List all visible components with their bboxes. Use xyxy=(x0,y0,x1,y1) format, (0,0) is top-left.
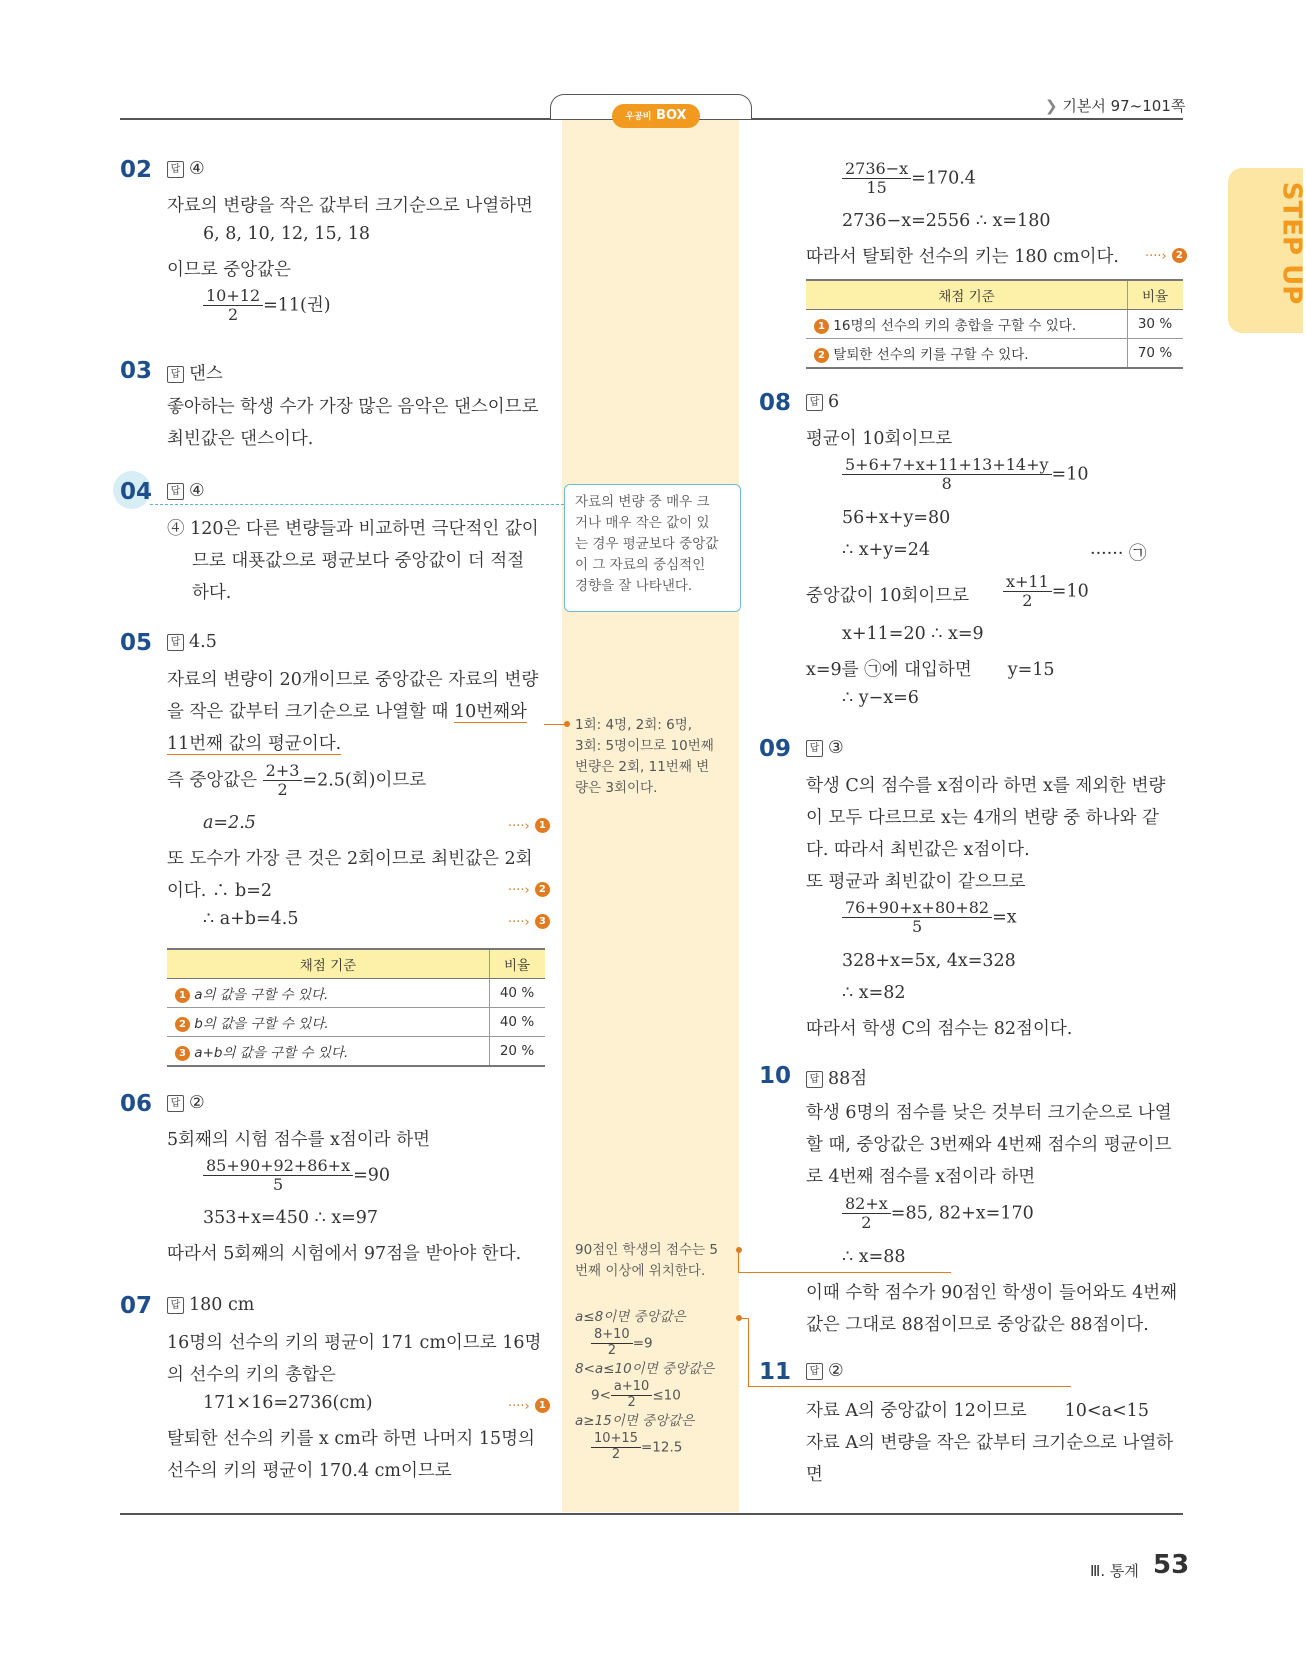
question-number-04: 04 xyxy=(120,479,153,505)
q05-line-3: 11번째 값의 평균이다. xyxy=(167,734,342,754)
q09-line-4: 또 평균과 최빈값이 같으므로 xyxy=(806,872,1026,892)
q09-line-1: 학생 C의 점수를 x점이라 하면 x를 제외한 변량 xyxy=(806,776,1166,796)
q09-line-5: 328+x=5x, 4x=328 xyxy=(842,951,1016,971)
question-number-06: 06 xyxy=(120,1091,153,1117)
step-marker-3: ····› 3 xyxy=(508,911,550,930)
q08-line-4: 중앙값이 10회이므로 xyxy=(806,586,970,606)
q10-line-2: 할 때, 중앙값은 3번째와 4번째 점수의 평균이므 xyxy=(806,1135,1172,1155)
q08-line-3-tag: ······ ㉠ xyxy=(1090,544,1147,564)
box-label: BOX xyxy=(656,108,687,123)
q10-line-3: 로 4번째 점수를 x점이라 하면 xyxy=(806,1167,1036,1187)
footer-chapter: Ⅲ. 통계 xyxy=(1090,1562,1139,1580)
side-column-band xyxy=(562,112,739,1512)
q08-line-2: 56+x+y=80 xyxy=(842,508,951,528)
answer-icon: 답 xyxy=(167,483,184,500)
table-row: 2 탈퇴한 선수의 키를 구할 수 있다. 70 % xyxy=(806,339,1183,369)
q11-line-3: 면 xyxy=(806,1465,823,1485)
q08-line-5: x+11=20 ∴ x=9 xyxy=(842,624,984,644)
chevron-right-icon: ❯ xyxy=(1045,97,1058,115)
step-marker-2: ····› 2 xyxy=(1145,245,1187,264)
q07-formula: $\frac{2736-x}{15}$ =170.4 xyxy=(842,160,976,198)
answer-icon: 답 xyxy=(167,161,184,178)
q09-line-7: 따라서 학생 C의 점수는 82점이다. xyxy=(806,1019,1073,1039)
answer-icon: 답 xyxy=(806,1363,823,1380)
q05-scoring-table xyxy=(167,948,545,1067)
q07-scoring-table xyxy=(806,279,1183,369)
q05-line-5: a=2.5 xyxy=(203,813,256,833)
q09-formula: $\frac{76+90+x+80+82}{5}$ =x xyxy=(842,899,1017,937)
q07-line-7: 따라서 탈퇴한 선수의 키는 180 cm이다. xyxy=(806,247,1119,267)
q07-line-5: 선수의 키의 평균이 170.4 cm이므로 xyxy=(167,1461,452,1481)
box-badge xyxy=(612,104,700,128)
q07-line-6: 2736−x=2556 ∴ x=180 xyxy=(842,211,1051,231)
q08-line-6: x=9를 ㉠에 대입하면 y=15 xyxy=(806,660,1055,680)
table-row: 3 a+b의 값을 구할 수 있다. 20 % xyxy=(167,1037,545,1067)
q06-line-2: 353+x=450 ∴ x=97 xyxy=(203,1208,379,1228)
answer-icon: 답 xyxy=(806,394,823,411)
answer-icon: 답 xyxy=(167,1297,184,1314)
dashed-connector xyxy=(150,504,564,505)
side-note-3: 90점인 학생의 점수는 5 번째 이상에 위치한다. xyxy=(575,1242,718,1279)
q07-line-3: 171×16=2736(cm) xyxy=(203,1393,373,1413)
table-header-ratio: 비율 xyxy=(1128,280,1184,310)
q06-line-1: 5회째의 시험 점수를 x점이라 하면 xyxy=(167,1130,431,1150)
q02-formula: $\frac{10+12}{2}$ =11(권) xyxy=(203,287,331,325)
answer-07: 답 180 cm xyxy=(167,1295,254,1315)
q11-line-1: 자료 A의 중앙값이 12이므로 10<a<15 xyxy=(806,1401,1149,1421)
q09-line-2: 이 모두 다르므로 x는 4개의 변량 중 하나와 같 xyxy=(806,808,1159,828)
q10-line-6: 값은 그대로 88점이므로 중앙값은 88점이다. xyxy=(806,1315,1149,1335)
q03-line-1: 좋아하는 학생 수가 가장 많은 음악은 댄스이므로 xyxy=(167,397,539,417)
side-note-1: 자료의 변량 중 매우 크 거나 매우 작은 값이 있 는 경우 평균보다 중앙값 이 그 자료의 중심적인 경향을 잘 나타낸다. xyxy=(575,494,719,594)
q05-line-1: 자료의 변량이 20개이므로 중앙값은 자료의 변량 xyxy=(167,670,539,690)
answer-icon: 답 xyxy=(167,634,184,651)
q04-line-2: 므로 대푯값으로 평균보다 중앙값이 더 적절 xyxy=(192,551,525,571)
q09-line-3: 다. 따라서 최빈값은 x점이다. xyxy=(806,840,1030,860)
q03-line-2: 최빈값은 댄스이다. xyxy=(167,429,314,449)
answer-04: 답 ④ xyxy=(167,481,205,501)
q07-line-2: 의 선수의 키의 총합은 xyxy=(167,1365,336,1385)
q10-line-5: 이때 수학 점수가 90점인 학생이 들어와도 4번째 xyxy=(806,1283,1178,1303)
answer-05: 답 4.5 xyxy=(167,632,217,652)
q05-line-8: ∴ a+b=4.5 xyxy=(203,909,299,929)
answer-icon: 답 xyxy=(806,1071,823,1088)
question-number-08: 08 xyxy=(759,390,792,416)
q10-formula: $\frac{82+x}{2}$ =85, 82+x=170 xyxy=(842,1195,1034,1233)
q09-line-6: ∴ x=82 xyxy=(842,983,906,1003)
table-header-ratio: 비율 xyxy=(490,949,546,979)
q05-line-2: 을 작은 값부터 크기순으로 나열할 때 10번째와 xyxy=(167,702,527,722)
question-number-02: 02 xyxy=(120,157,153,183)
table-header-criteria: 채점 기준 xyxy=(806,280,1128,310)
box-prefix: 우공비 xyxy=(625,112,652,122)
q08-line-3: ∴ x+y=24 xyxy=(842,540,931,560)
reference-pages: ❯ 기본서 97~101쪽 xyxy=(1045,97,1186,115)
step-marker-1: ····› 1 xyxy=(508,1395,550,1414)
answer-02: 답 ④ xyxy=(167,159,205,179)
answer-11: 답 ② xyxy=(806,1361,844,1381)
q08-line-1: 평균이 10회이므로 xyxy=(806,429,953,449)
page-number: 53 xyxy=(1153,1550,1190,1580)
connector-q11-tail xyxy=(738,1318,748,1319)
step-marker-1: ····› 1 xyxy=(508,815,550,834)
answer-08: 답 6 xyxy=(806,392,839,412)
side-note-2: 1회: 4명, 2회: 6명, 3회: 5명이므로 10번째 변량은 2회, 11번째 변 량은 3회이다. xyxy=(575,717,714,796)
footer-rule xyxy=(120,1513,1183,1515)
q05-line-6: 또 도수가 가장 큰 것은 2회이므로 최빈값은 2회 xyxy=(167,849,533,869)
q06-formula: $\frac{85+90+92+86+x}{5}$ =90 xyxy=(203,1157,390,1195)
answer-icon: 답 xyxy=(167,366,184,383)
question-number-05: 05 xyxy=(120,630,153,656)
answer-icon: 답 xyxy=(806,740,823,757)
q04-line-3: 하다. xyxy=(192,583,232,603)
question-number-03: 03 xyxy=(120,358,153,384)
answer-09: 답 ③ xyxy=(806,738,844,758)
connector-dot xyxy=(736,1247,742,1253)
q08-formula-1: $\frac{5+6+7+x+11+13+14+y}{8}$ =10 xyxy=(842,456,1088,494)
q05-line-7: 이다. ∴ b=2 xyxy=(167,881,272,901)
question-number-09: 09 xyxy=(759,736,792,762)
q10-line-1: 학생 6명의 점수를 낮은 것부터 크기순으로 나열 xyxy=(806,1103,1172,1123)
q08-formula-2: $\frac{x+11}{2}$ =10 xyxy=(1003,573,1089,611)
step-up-label: STEP UP xyxy=(1276,181,1306,305)
q11-line-2: 자료 A의 변량을 작은 값부터 크기순으로 나열하 xyxy=(806,1433,1174,1453)
q02-line-1: 자료의 변량을 작은 값부터 크기순으로 나열하면 xyxy=(167,196,533,216)
q02-line-2: 6, 8, 10, 12, 15, 18 xyxy=(203,224,370,244)
q02-line-3: 이므로 중앙값은 xyxy=(167,260,291,280)
q10-line-4: ∴ x=88 xyxy=(842,1247,906,1267)
step-marker-2: ····› 2 xyxy=(508,879,550,898)
table-header-criteria: 채점 기준 xyxy=(167,949,490,979)
answer-icon: 답 xyxy=(167,1095,184,1112)
table-row: 1 16명의 선수의 키의 총합을 구할 수 있다. 30 % xyxy=(806,310,1183,339)
q08-line-7: ∴ y−x=6 xyxy=(842,688,919,708)
question-number-11: 11 xyxy=(759,1359,792,1385)
question-number-07: 07 xyxy=(120,1293,153,1319)
connector-dot xyxy=(564,721,570,727)
q06-line-3: 따라서 5회째의 시험에서 97점을 받아야 한다. xyxy=(167,1244,522,1264)
table-row: 2 b의 값을 구할 수 있다. 40 % xyxy=(167,1008,545,1037)
answer-10: 답 88점 xyxy=(806,1065,867,1090)
q05-formula: 즉 중앙값은 $\frac{2+3}{2}$ =2.5(회)이므로 xyxy=(167,761,427,800)
answer-06: 답 ② xyxy=(167,1093,205,1113)
table-row: 1 a의 값을 구할 수 있다. 40 % xyxy=(167,979,545,1008)
q04-line-1: ④ 120은 다른 변량들과 비교하면 극단적인 값이 xyxy=(167,519,539,539)
side-note-4: a≤8이면 중앙값은 $\frac{8+10}{2}$ =9 8<a≤10이면 중앙값은 9< $\frac{a+10}{2}$ ≤10 a≥15이면 중앙값은 $\frac{10+15}{2}$ =12.5 xyxy=(575,1309,715,1462)
q07-line-4: 탈퇴한 선수의 키를 x cm라 하면 나머지 15명의 xyxy=(167,1429,535,1449)
q07-line-1: 16명의 선수의 키의 평균이 171 cm이므로 16명 xyxy=(167,1333,542,1353)
answer-03: 답 댄스 xyxy=(167,360,223,385)
question-number-10: 10 xyxy=(759,1063,792,1089)
step-up-tab xyxy=(1228,168,1306,333)
